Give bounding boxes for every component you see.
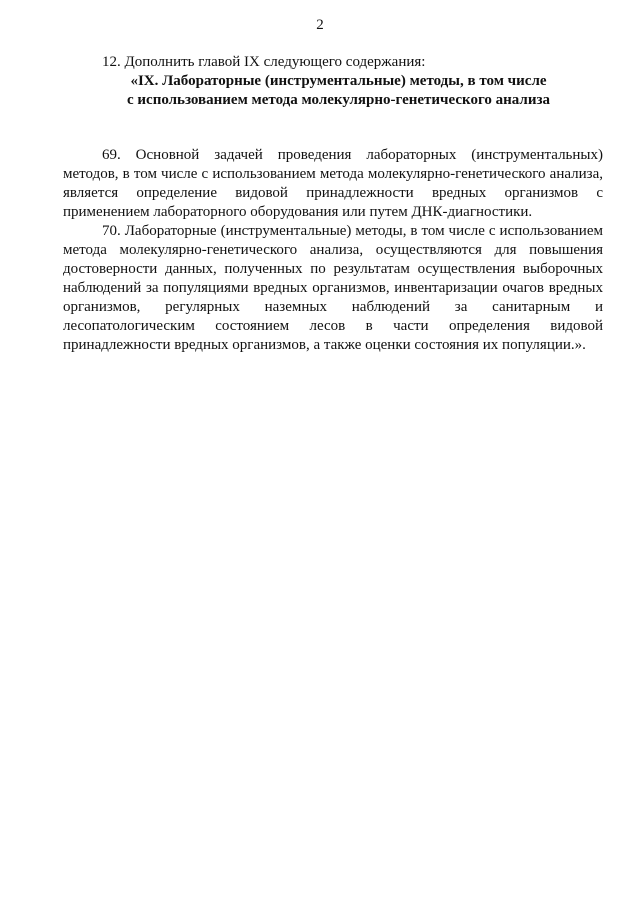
chapter-heading — [74, 72, 603, 110]
paragraph-70: 70. Лабораторные (инструментальные) методы, в том числе с использованием метода молекулярно-генетического анализа, осуществляются для повышения достоверности данных, полученных по результатам осуществления выборочных наблюдений за популяциями вредных организмов, инвентаризации очагов вредных организмов, регулярных наземных наблюдений за санитарным и лесопатологическим состоянием лесов в части определения видовой принадлежности вредных организмов, а также оценки состояния их популяции.». — [63, 223, 603, 353]
chapter-heading-line-1: «IX. Лабораторные (инструментальные) методы, в том числе — [130, 73, 547, 89]
amendment-line: 12. Дополнить главой IX следующего содержания: — [102, 54, 426, 70]
page-number: 2 — [316, 17, 324, 33]
document-body — [63, 53, 603, 355]
paragraph-69: 69. Основной задачей проведения лабораторных (инструментальных) методов, в том числе с использованием метода молекулярно-генетического анализа, является определение видовой принадлежности вредных организмов с применением лабораторного оборудования или путем ДНК-диагностики. — [63, 147, 603, 220]
chapter-heading-line-2: с использованием метода молекулярно-генетического анализа — [126, 92, 551, 108]
